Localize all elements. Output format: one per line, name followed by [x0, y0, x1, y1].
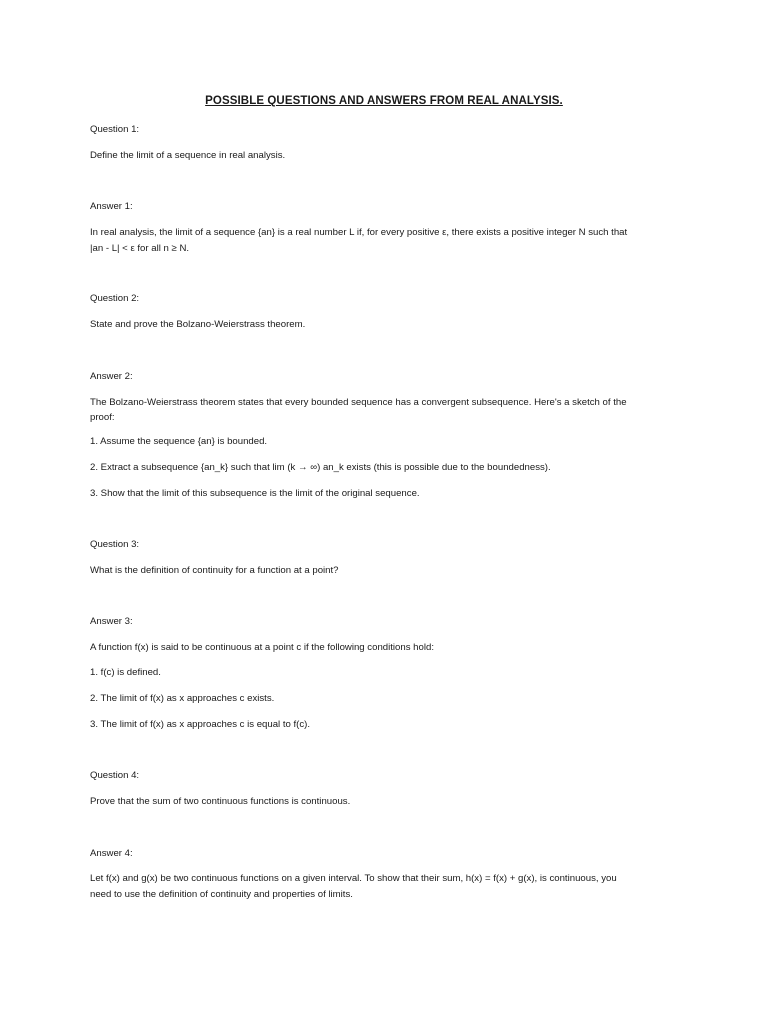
question-3-text: What is the definition of continuity for a function at a point?: [90, 565, 339, 576]
answer-4-label: Answer 4:: [90, 848, 133, 859]
answer-2-step-1: 1. Assume the sequence {an} is bounded.: [90, 436, 268, 447]
answer-1-label: Answer 1:: [90, 201, 133, 212]
answer-1-line-2: |an - L| < ε for all n ≥ N.: [90, 243, 190, 254]
answer-4-line-2: need to use the definition of continuity and properties of limits.: [90, 889, 353, 900]
answer-3-intro: A function f(x) is said to be continuous at a point c if the following conditions hold:: [90, 642, 434, 653]
question-1-label: Question 1:: [90, 124, 140, 135]
question-4-text: Prove that the sum of two continuous functions is continuous.: [90, 796, 351, 807]
question-2-label: Question 2:: [90, 293, 140, 304]
answer-3-condition-1: 1. f(c) is defined.: [90, 667, 161, 678]
question-3-label: Question 3:: [90, 539, 140, 550]
question-1-text: Define the limit of a sequence in real analysis.: [90, 150, 286, 161]
question-4-label: Question 4:: [90, 770, 140, 781]
answer-2-step-2: 2. Extract a subsequence {an_k} such that lim (k → ∞) an_k exists (this is possible due to the boundedness).: [90, 462, 551, 473]
document-title: POSSIBLE QUESTIONS AND ANSWERS FROM REAL ANALYSIS.: [205, 95, 563, 107]
answer-2-line-2: proof:: [90, 412, 115, 423]
answer-2-label: Answer 2:: [90, 371, 133, 382]
answer-4-line-1: Let f(x) and g(x) be two continuous functions on a given interval. To show that their sum, h(x) = f(x) + g(x), is continuous, you: [90, 873, 617, 884]
answer-3-condition-2: 2. The limit of f(x) as x approaches c exists.: [90, 693, 275, 704]
answer-1-line-1: In real analysis, the limit of a sequence {an} is a real number L if, for every positive ε, there exists a positive integer N such that: [90, 227, 628, 238]
answer-2-line-1: The Bolzano-Weierstrass theorem states that every bounded sequence has a convergent subsequence. Here's a sketch of the: [90, 397, 627, 408]
question-2-text: State and prove the Bolzano-Weierstrass theorem.: [90, 319, 306, 330]
answer-3-condition-3: 3. The limit of f(x) as x approaches c is equal to f(c).: [90, 719, 311, 730]
answer-3-label: Answer 3:: [90, 616, 133, 627]
answer-2-step-3: 3. Show that the limit of this subsequence is the limit of the original sequence.: [90, 488, 420, 499]
